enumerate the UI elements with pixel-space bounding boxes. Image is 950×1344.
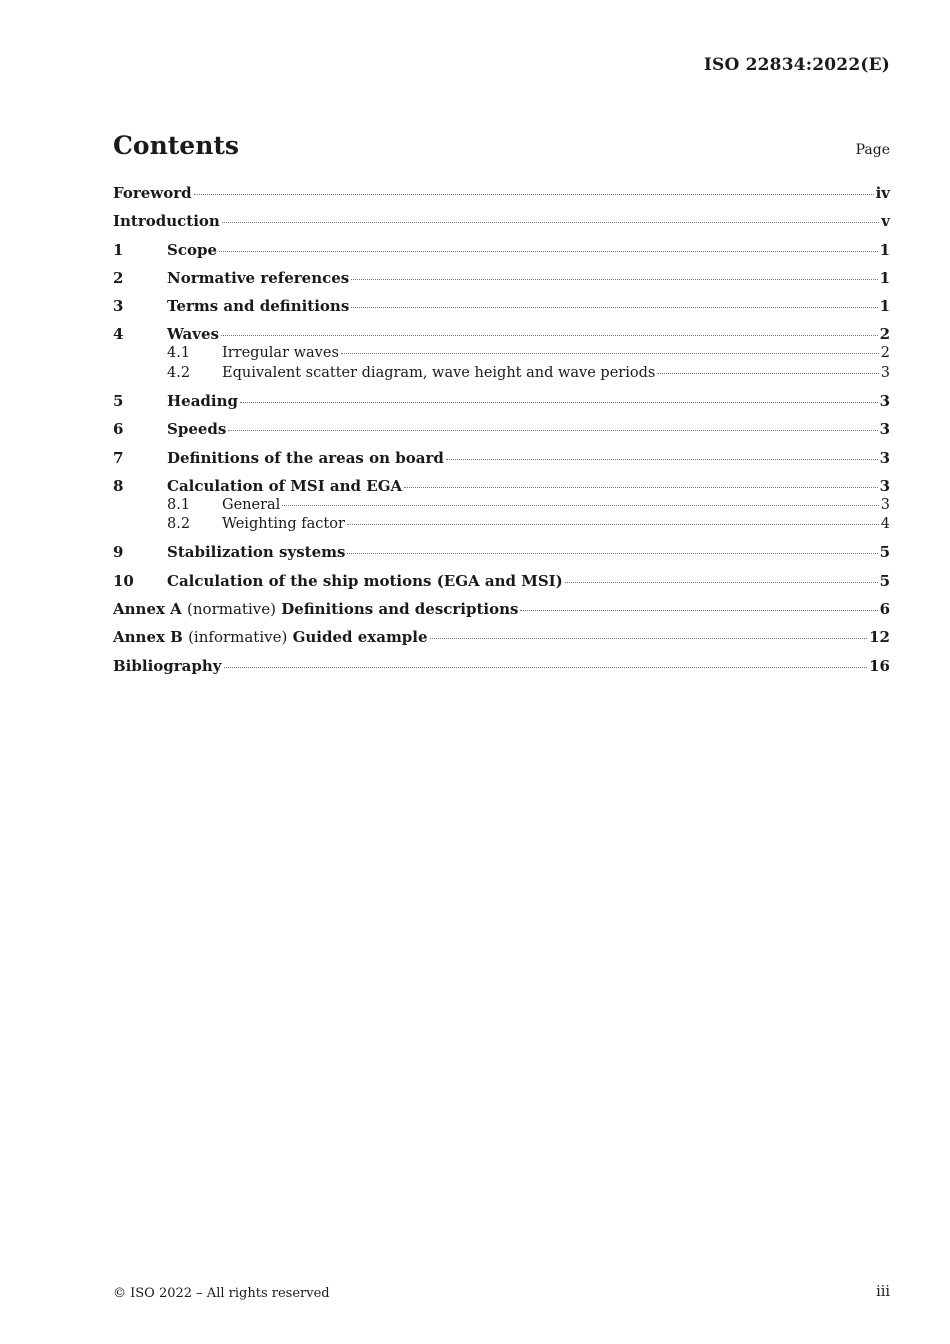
toc-subentry-number: 8.2	[167, 516, 191, 533]
toc-subentry-text: Equivalent scatter diagram, wave height and wave periods	[222, 364, 656, 381]
toc-entry-text: Heading	[167, 391, 239, 410]
toc-entry[interactable]	[113, 269, 890, 288]
toc-entry-page: 3	[879, 420, 890, 439]
toc-subentry-page: 4	[880, 516, 890, 533]
toc-entry-title	[113, 212, 220, 231]
toc-entry-text: Foreword	[113, 184, 192, 202]
dot-leader	[404, 487, 877, 488]
toc-entry-page: 16	[869, 656, 890, 675]
dot-leader	[351, 307, 877, 308]
toc-entry-page: 5	[879, 571, 890, 590]
toc-entry-title	[113, 657, 222, 676]
toc-subentry-number: 8.1	[167, 496, 191, 513]
toc-entry-text: Bibliography	[113, 656, 222, 675]
toc-subentry-page: 3	[880, 364, 890, 381]
toc-entry-text: Calculation of MSI and EGA	[167, 476, 403, 495]
copyright-notice: © ISO 2022 – All rights reserved	[113, 1286, 330, 1301]
toc-entry-page: 3	[879, 448, 890, 467]
toc-entry-number: 9	[113, 543, 124, 562]
toc-entry[interactable]	[113, 241, 890, 260]
annex-type: (informative)	[188, 628, 288, 647]
toc-entry-number: 8	[113, 476, 124, 495]
toc-entry-text: Scope	[167, 240, 218, 259]
toc-entry[interactable]	[113, 572, 890, 591]
page-number: iii	[876, 1284, 890, 1300]
toc-entry-title	[167, 325, 219, 344]
toc-subentry[interactable]	[113, 515, 890, 535]
toc-entry-page: 2	[879, 325, 890, 344]
toc-entry-number: 10	[113, 571, 134, 590]
toc-entry-page: 1	[879, 268, 890, 287]
toc-entry-number: 5	[113, 391, 124, 410]
dot-leader	[565, 582, 878, 583]
toc-entry-page: 5	[879, 543, 890, 562]
dot-leader	[221, 335, 878, 336]
dot-leader	[341, 353, 879, 354]
toc-entry-title	[113, 184, 192, 203]
toc-entry-page: 3	[879, 391, 890, 410]
toc-entry[interactable]	[113, 297, 890, 316]
toc-entry-page: 12	[869, 628, 890, 647]
toc-entry-text: Waves	[167, 325, 219, 344]
dot-leader	[351, 279, 877, 280]
dot-leader	[657, 373, 878, 374]
dot-leader	[194, 194, 874, 195]
table-of-contents	[113, 184, 890, 685]
dot-leader	[240, 402, 878, 403]
toc-entry-text: Introduction	[113, 212, 220, 231]
annex-label: Annex A	[113, 599, 182, 618]
toc-subentry-text: Weighting factor	[222, 516, 345, 533]
toc-entry[interactable]	[113, 477, 890, 496]
toc-subentry-number: 4.2	[167, 364, 191, 381]
toc-entry[interactable]	[113, 600, 890, 619]
toc-entry-text: Calculation of the ship motions (EGA and MSI)	[167, 571, 563, 590]
toc-entry-title	[113, 628, 428, 647]
toc-subentry-page: 3	[880, 496, 890, 513]
toc-entry-text: Normative references	[167, 268, 350, 287]
dot-leader	[219, 251, 878, 252]
toc-entry-number: 2	[113, 268, 124, 287]
toc-entry[interactable]	[113, 543, 890, 562]
toc-subentry[interactable]	[113, 496, 890, 516]
dot-leader	[282, 505, 878, 506]
toc-entry-title	[113, 600, 518, 619]
toc-entry-page: v	[881, 212, 890, 231]
toc-subentry-text: Irregular waves	[222, 345, 339, 362]
contents-title: Contents	[113, 131, 240, 160]
dot-leader	[446, 459, 878, 460]
annex-type: (normative)	[187, 599, 276, 618]
toc-subentry-number: 4.1	[167, 345, 191, 362]
toc-entry-page: 3	[879, 476, 890, 495]
toc-entry[interactable]	[113, 184, 890, 203]
dot-leader	[224, 667, 868, 668]
toc-entry-text: Terms and definitions	[167, 297, 350, 316]
toc-entry[interactable]	[113, 628, 890, 647]
toc-entry-number: 7	[113, 448, 124, 467]
toc-entry-title	[167, 543, 345, 562]
toc-subentry-page: 2	[880, 345, 890, 362]
toc-entry[interactable]	[113, 392, 890, 411]
toc-subentry-text: General	[222, 496, 281, 513]
toc-entry-number: 1	[113, 240, 124, 259]
annex-label: Annex B	[113, 628, 183, 647]
dot-leader	[228, 430, 877, 431]
toc-entry-title	[167, 477, 402, 496]
toc-subentry[interactable]	[113, 344, 890, 364]
document-identifier: ISO 22834:2022(E)	[703, 55, 890, 75]
toc-entry-title	[167, 392, 238, 411]
dot-leader	[222, 222, 879, 223]
toc-entry[interactable]	[113, 212, 890, 231]
toc-entry-text: Speeds	[167, 420, 227, 439]
toc-entry-page: iv	[875, 184, 890, 202]
toc-entry-page: 1	[879, 297, 890, 316]
toc-entry-text: Definitions of the areas on board	[167, 448, 444, 467]
toc-entry-title	[167, 297, 349, 316]
toc-entry-title	[167, 572, 563, 591]
toc-entry[interactable]	[113, 657, 890, 676]
toc-entry-title	[167, 420, 226, 439]
toc-entry-number: 4	[113, 325, 124, 344]
toc-entry-page: 1	[879, 240, 890, 259]
toc-entry[interactable]	[113, 449, 890, 468]
toc-entry-title	[167, 269, 349, 288]
toc-entry-text: Guided example	[292, 628, 428, 647]
toc-entry-text: Stabilization systems	[167, 543, 346, 562]
toc-subentry[interactable]	[113, 364, 890, 384]
toc-entry-title	[167, 241, 217, 260]
dot-leader	[430, 638, 868, 639]
toc-entry[interactable]	[113, 325, 890, 344]
toc-entry-page: 6	[879, 599, 890, 618]
dot-leader	[520, 610, 877, 611]
toc-entry-number: 6	[113, 420, 124, 439]
toc-entry-number: 3	[113, 297, 124, 316]
toc-entry[interactable]	[113, 420, 890, 439]
dot-leader	[347, 553, 877, 554]
toc-entry-text: Definitions and descriptions	[281, 599, 519, 618]
dot-leader	[347, 524, 879, 525]
page-column-label: Page	[855, 142, 890, 158]
toc-entry-title	[167, 449, 444, 468]
